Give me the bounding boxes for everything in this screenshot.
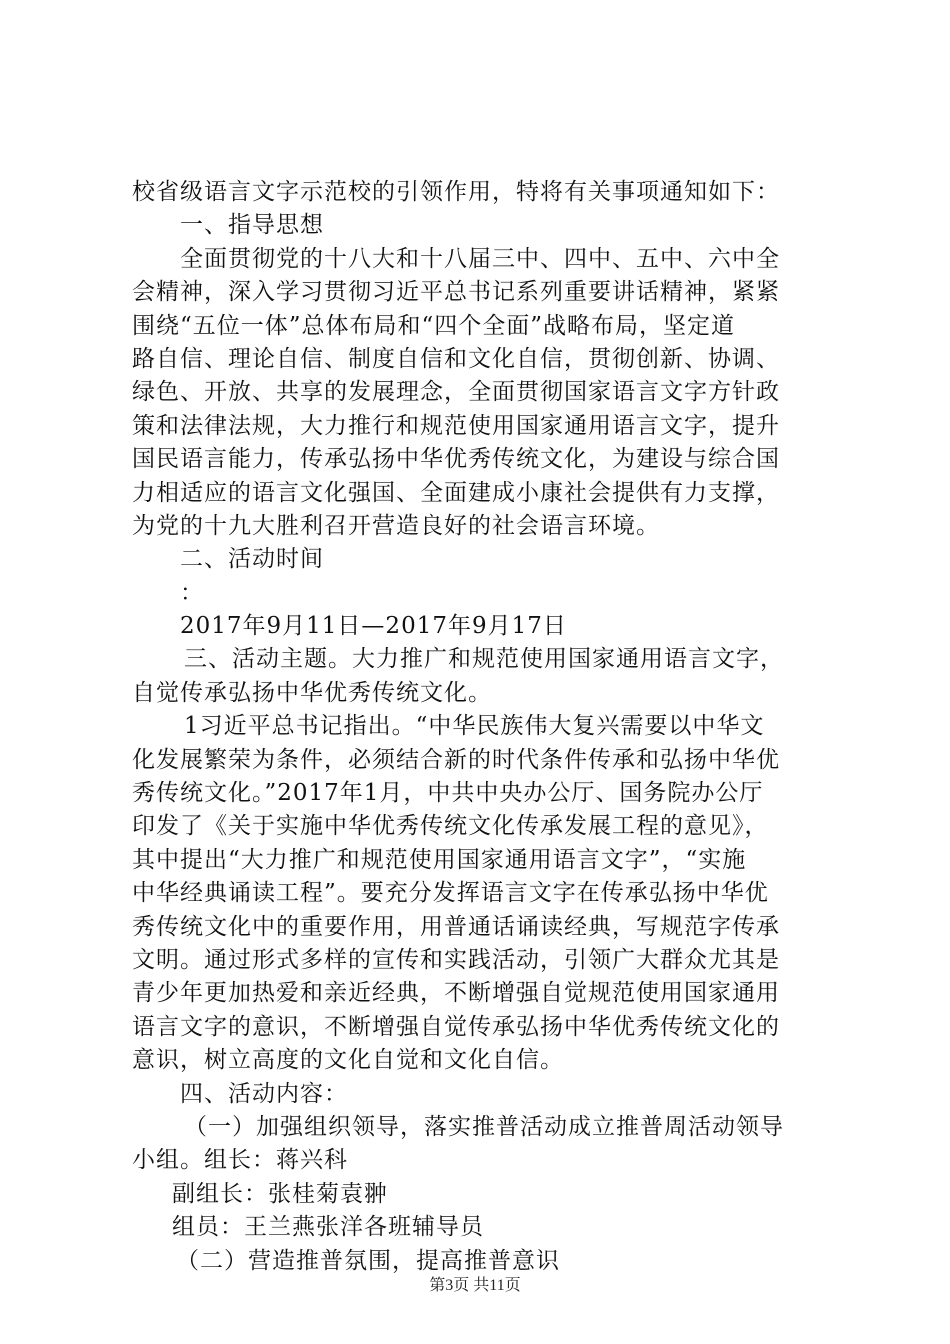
text-line: 青少年更加热爱和亲近经典，不断增强自觉规范使用国家通用 [132, 980, 780, 1007]
text-line: 文明。通过形式多样的宣传和实践活动，引领广大群众尤其是 [132, 946, 780, 973]
text-line: 小组。组长：蒋兴科 [132, 1147, 348, 1174]
text-line: 其中提出“大力推广和规范使用国家通用语言文字”，“实施 [132, 846, 747, 873]
document-body [132, 176, 832, 1278]
text-line: 意识，树立高度的文化自觉和文化自信。 [132, 1047, 564, 1074]
text-line: 绿色、开放、共享的发展理念，全面贯彻国家语言文字方针政 [132, 379, 780, 406]
text-line: 围绕“五位一体”总体布局和“四个全面”战略布局，坚定道 [132, 312, 736, 339]
section-heading-activity-time: 二、活动时间 [180, 546, 324, 573]
text-line: 秀传统文化中的重要作用，用普通话诵读经典，写规范字传承 [132, 913, 780, 940]
subsection-heading-atmosphere: （二）营造推普氛围，提高推普意识 [176, 1247, 560, 1274]
text-line: ： [180, 579, 204, 606]
section-heading-activity-theme: 三、活动主题。大力推广和规范使用国家通用语言文字， [184, 646, 784, 673]
text-line: 化发展繁荣为条件，必须结合新的时代条件传承和弘扬中华优 [132, 746, 780, 773]
text-line: 国民语言能力，传承弘扬中华优秀传统文化，为建设与综合国 [132, 446, 780, 473]
text-line: 会精神，深入学习贯彻习近平总书记系列重要讲话精神，紧紧 [132, 279, 780, 306]
section-heading-guiding-ideology: 一、指导思想 [180, 212, 324, 239]
text-line: 1习近平总书记指出。“中华民族伟大复兴需要以中华文 [184, 713, 765, 740]
section-heading-activity-content: 四、活动内容： [180, 1080, 348, 1107]
subsection-heading-organization: （一）加强组织领导，落实推普活动成立推普周活动领导 [184, 1113, 784, 1140]
text-line: 力相适应的语言文化强国、全面建成小康社会提供有力支撑， [132, 479, 780, 506]
text-line: 中华经典诵读工程”。要充分发挥语言文字在传承弘扬中华优 [132, 880, 769, 907]
text-line: 校省级语言文字示范校的引领作用，特将有关事项通知如下： [132, 179, 780, 205]
activity-date-range: 2017年9月11日—2017年9月17日 [180, 613, 567, 640]
page-number-footer: 第3页 共11页 [429, 1277, 521, 1294]
text-line: 为党的十九大胜利召开营造良好的社会语言环境。 [132, 512, 660, 539]
text-line: 印发了《关于实施中华优秀传统文化传承发展工程的意见》， [132, 813, 769, 840]
text-line: 全面贯彻党的十八大和十八届三中、四中、五中、六中全 [180, 245, 780, 272]
text-line: 语言文字的意识，不断增强自觉传承弘扬中华优秀传统文化的 [132, 1013, 780, 1040]
text-line: 路自信、理论自信、制度自信和文化自信，贯彻创新、协调、 [132, 345, 780, 372]
text-line: 策和法律法规，大力推行和规范使用国家通用语言文字，提升 [132, 412, 780, 439]
text-line: 秀传统文化。”2017年1月，中共中央办公厅、国务院办公厅 [132, 780, 764, 807]
text-line: 自觉传承弘扬中华优秀传统文化。 [132, 679, 492, 706]
text-line: 组员：王兰燕张洋各班辅导员 [172, 1214, 484, 1241]
text-line: 副组长：张桂菊袁翀 [172, 1180, 388, 1207]
